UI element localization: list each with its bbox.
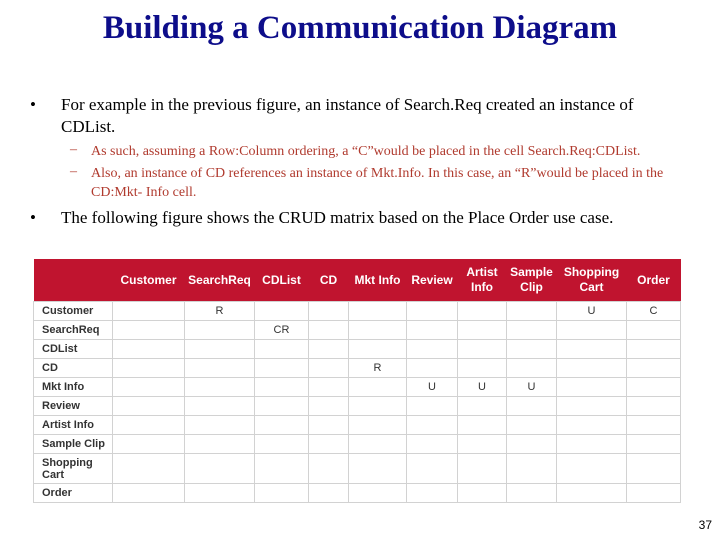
matrix-cell: [458, 321, 507, 340]
matrix-cell: [309, 321, 349, 340]
matrix-cell: [113, 454, 185, 484]
row-header: Review: [34, 397, 113, 416]
matrix-cell: [309, 435, 349, 454]
row-header: Shopping Cart: [34, 454, 113, 484]
table-row: [34, 321, 681, 340]
matrix-cell: [557, 359, 627, 378]
matrix-cell: [113, 435, 185, 454]
matrix-cell: [255, 397, 309, 416]
matrix-cell: [507, 397, 557, 416]
matrix-cell: [185, 359, 255, 378]
matrix-cell: [113, 302, 185, 321]
column-header: CDList: [255, 259, 309, 302]
matrix-cell: [309, 484, 349, 503]
column-header: Mkt Info: [349, 259, 407, 302]
matrix-cell: [113, 397, 185, 416]
row-header: CD: [34, 359, 113, 378]
matrix-cell: [349, 378, 407, 397]
table-row: [34, 397, 681, 416]
table-row: [34, 359, 681, 378]
matrix-cell: [185, 416, 255, 435]
matrix-cell: [627, 321, 681, 340]
matrix-cell: [557, 484, 627, 503]
matrix-cell: U: [407, 378, 458, 397]
matrix-cell: [185, 435, 255, 454]
matrix-cell: [407, 321, 458, 340]
slide-title: Building a Communication Diagram: [102, 10, 618, 46]
matrix-cell: [557, 378, 627, 397]
matrix-cell: [507, 359, 557, 378]
matrix-cell: [113, 378, 185, 397]
matrix-cell: [407, 340, 458, 359]
matrix-cell: [507, 302, 557, 321]
matrix-cell: [309, 416, 349, 435]
matrix-cell: [113, 416, 185, 435]
corner-header: [34, 259, 113, 302]
matrix-cell: [255, 435, 309, 454]
row-header: Artist Info: [34, 416, 113, 435]
matrix-cell: [407, 302, 458, 321]
matrix-cell: [349, 321, 407, 340]
row-header: Order: [34, 484, 113, 503]
bullet-text: For example in the previous figure, an instance of Search.Req created an instance of CDList.: [61, 95, 634, 136]
matrix-cell: [557, 416, 627, 435]
matrix-cell: [309, 359, 349, 378]
matrix-cell: [507, 340, 557, 359]
matrix-cell: [309, 454, 349, 484]
matrix-cell: [349, 484, 407, 503]
table-body: [34, 302, 681, 503]
matrix-cell: R: [349, 359, 407, 378]
matrix-cell: CR: [255, 321, 309, 340]
matrix-cell: [185, 378, 255, 397]
matrix-cell: [255, 484, 309, 503]
column-header: Order: [627, 259, 681, 302]
matrix-cell: [349, 435, 407, 454]
bullet-marker: •: [30, 95, 36, 114]
page-number: 37: [698, 518, 712, 532]
matrix-cell: [113, 359, 185, 378]
matrix-cell: [407, 484, 458, 503]
matrix-cell: [309, 378, 349, 397]
matrix-cell: R: [185, 302, 255, 321]
matrix-cell: [185, 454, 255, 484]
matrix-cell: [507, 435, 557, 454]
matrix-cell: [627, 359, 681, 378]
matrix-cell: [507, 321, 557, 340]
matrix-cell: [309, 340, 349, 359]
subbullet-text: Also, an instance of CD references an instance of Mkt.Info. In this case, an “R”would be placed in the CD:Mkt- Info cell.: [91, 166, 664, 200]
table-row: [34, 435, 681, 454]
matrix-cell: [255, 378, 309, 397]
table-row: [34, 378, 681, 397]
matrix-cell: [458, 454, 507, 484]
matrix-cell: [255, 416, 309, 435]
matrix-cell: [255, 302, 309, 321]
matrix-cell: [185, 321, 255, 340]
matrix-cell: [507, 454, 557, 484]
column-header: Sample Clip: [507, 259, 557, 302]
matrix-cell: [557, 397, 627, 416]
matrix-cell: [349, 397, 407, 416]
matrix-cell: [627, 435, 681, 454]
matrix-cell: [627, 397, 681, 416]
matrix-cell: [458, 397, 507, 416]
table-row: [34, 340, 681, 359]
matrix-cell: [627, 378, 681, 397]
column-header: Shopping Cart: [557, 259, 627, 302]
matrix-cell: [113, 321, 185, 340]
matrix-cell: [557, 340, 627, 359]
matrix-cell: [309, 397, 349, 416]
matrix-cell: [349, 454, 407, 484]
column-header: Review: [407, 259, 458, 302]
matrix-cell: [407, 454, 458, 484]
matrix-cell: [255, 454, 309, 484]
crud-table: [33, 259, 681, 503]
column-header: Customer: [113, 259, 185, 302]
matrix-cell: [349, 340, 407, 359]
matrix-cell: [185, 397, 255, 416]
column-header: CD: [309, 259, 349, 302]
row-header: Sample Clip: [34, 435, 113, 454]
matrix-cell: [627, 484, 681, 503]
matrix-cell: [255, 359, 309, 378]
matrix-cell: [113, 484, 185, 503]
subbullet-marker: –: [70, 142, 77, 157]
column-header: SearchReq: [185, 259, 255, 302]
matrix-cell: [458, 435, 507, 454]
row-header: CDList: [34, 340, 113, 359]
matrix-cell: [557, 321, 627, 340]
table-row: [34, 302, 681, 321]
crud-matrix: [33, 259, 680, 516]
matrix-cell: U: [507, 378, 557, 397]
matrix-cell: U: [557, 302, 627, 321]
table-row: [34, 484, 681, 503]
column-header: Artist Info: [458, 259, 507, 302]
matrix-cell: [557, 435, 627, 454]
bullet-marker: •: [30, 208, 36, 227]
row-header: Customer: [34, 302, 113, 321]
table-row: [34, 416, 681, 435]
matrix-cell: [627, 454, 681, 484]
matrix-cell: [627, 340, 681, 359]
subbullet-text: As such, assuming a Row:Column ordering, a “C”would be placed in the cell Search.Req:CDList.: [91, 144, 641, 159]
matrix-cell: [255, 340, 309, 359]
matrix-cell: [407, 397, 458, 416]
matrix-cell: [458, 302, 507, 321]
matrix-cell: [507, 416, 557, 435]
matrix-cell: [507, 484, 557, 503]
matrix-cell: [458, 484, 507, 503]
matrix-cell: [407, 359, 458, 378]
matrix-cell: [349, 416, 407, 435]
matrix-cell: [185, 340, 255, 359]
matrix-cell: [458, 340, 507, 359]
matrix-cell: [458, 416, 507, 435]
matrix-cell: [557, 454, 627, 484]
matrix-cell: [309, 302, 349, 321]
matrix-cell: [458, 359, 507, 378]
table-row: [34, 454, 681, 484]
matrix-cell: [627, 416, 681, 435]
subbullet-marker: –: [70, 164, 77, 179]
matrix-cell: [113, 340, 185, 359]
matrix-cell: C: [627, 302, 681, 321]
matrix-cell: [349, 302, 407, 321]
row-header: Mkt Info: [34, 378, 113, 397]
bullet-text: The following figure shows the CRUD matrix based on the Place Order use case.: [61, 208, 614, 227]
matrix-cell: [185, 484, 255, 503]
table-header-row: [34, 259, 681, 302]
matrix-cell: U: [458, 378, 507, 397]
matrix-cell: [407, 435, 458, 454]
row-header: SearchReq: [34, 321, 113, 340]
matrix-cell: [407, 416, 458, 435]
